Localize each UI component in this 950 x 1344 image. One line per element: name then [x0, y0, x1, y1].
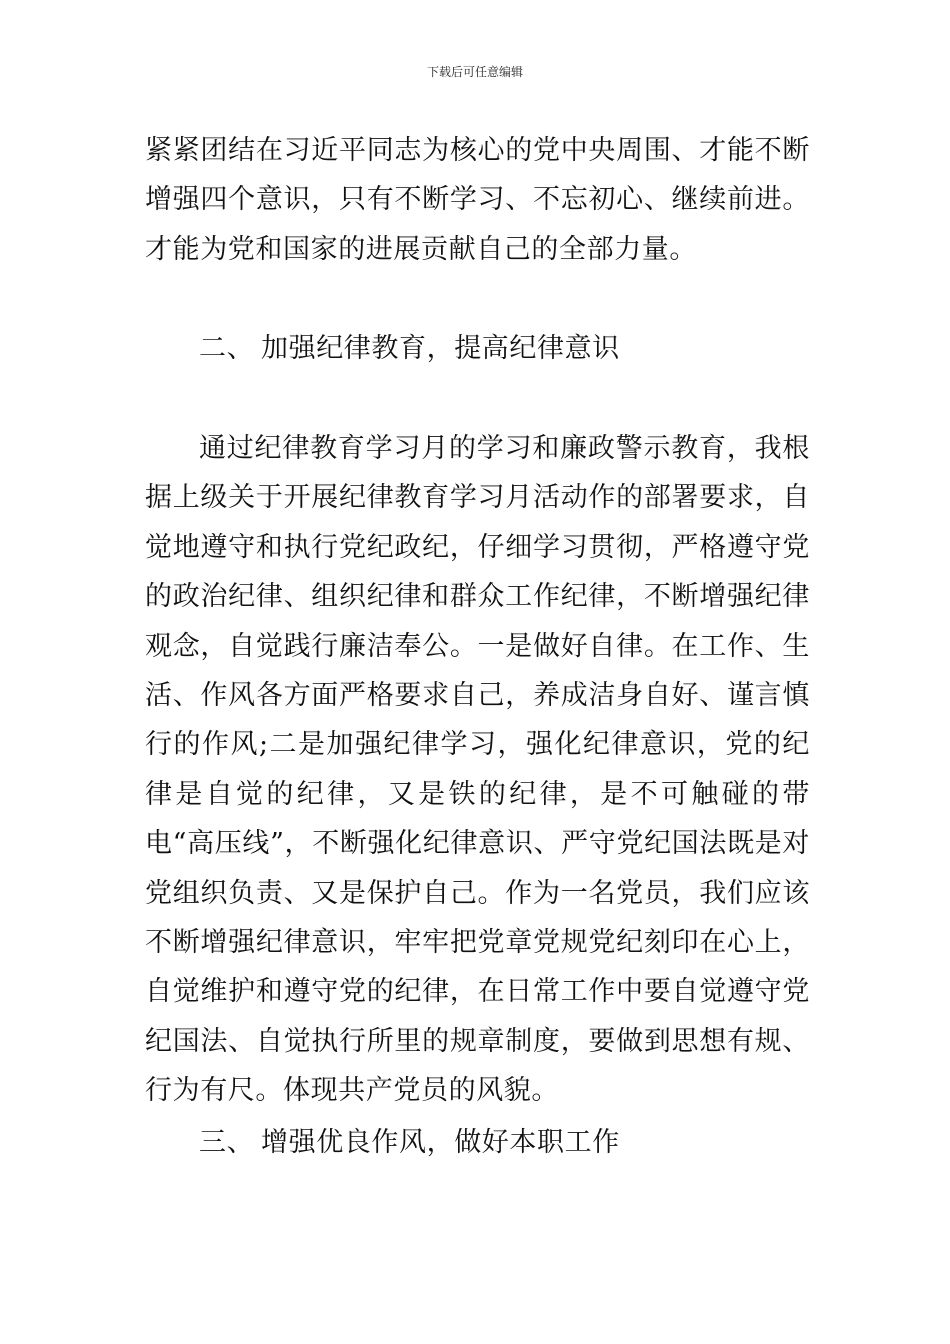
section-title: 增强优良作风，做好本职工作 [261, 1127, 620, 1158]
section-number: 二、 [199, 333, 255, 364]
section-title: 加强纪律教育，提高纪律意识 [261, 333, 620, 364]
section-heading-3 [145, 1123, 810, 1163]
section-heading-2 [145, 329, 810, 369]
paragraph-discipline: 通过纪律教育学习月的学习和廉政警示教育，我根据上级关于开展纪律教育学习月活动作的部署要求，自觉地遵守和执行党纪政纪，仔细学习贯彻，严格遵守党的政治纪律、组织纪律和群众工作纪律，不断增强纪律观念，自觉践行廉洁奉公。一是做好自律。在工作、生活、作风各方面严格要求自己，养成洁身自好、谨言慎行的作风;二是加强纪律学习，强化纪律意识，党的纪律是自觉的纪律，又是铁的纪律，是不可触碰的带电“高压线”，不断强化纪律意识、严守党纪国法既是对党组织负责、又是保护自己。作为一名党员，我们应该不断增强纪律意识，牢牢把党章党规党纪刻印在心上，自觉维护和遵守党的纪律，在日常工作中要自觉遵守党纪国法、自觉执行所里的规章制度，要做到思想有规、行为有尺。体现共产党员的风貌。 [145, 433, 810, 1107]
page-header: 下载后可任意编辑 [426, 65, 523, 79]
paragraph-continuation: 紧紧团结在习近平同志为核心的党中央周围、才能不断增强四个意识，只有不断学习、不忘初心、继续前进。才能为党和国家的进展贡献自己的全部力量。 [145, 135, 810, 265]
section-number: 三、 [199, 1127, 255, 1158]
